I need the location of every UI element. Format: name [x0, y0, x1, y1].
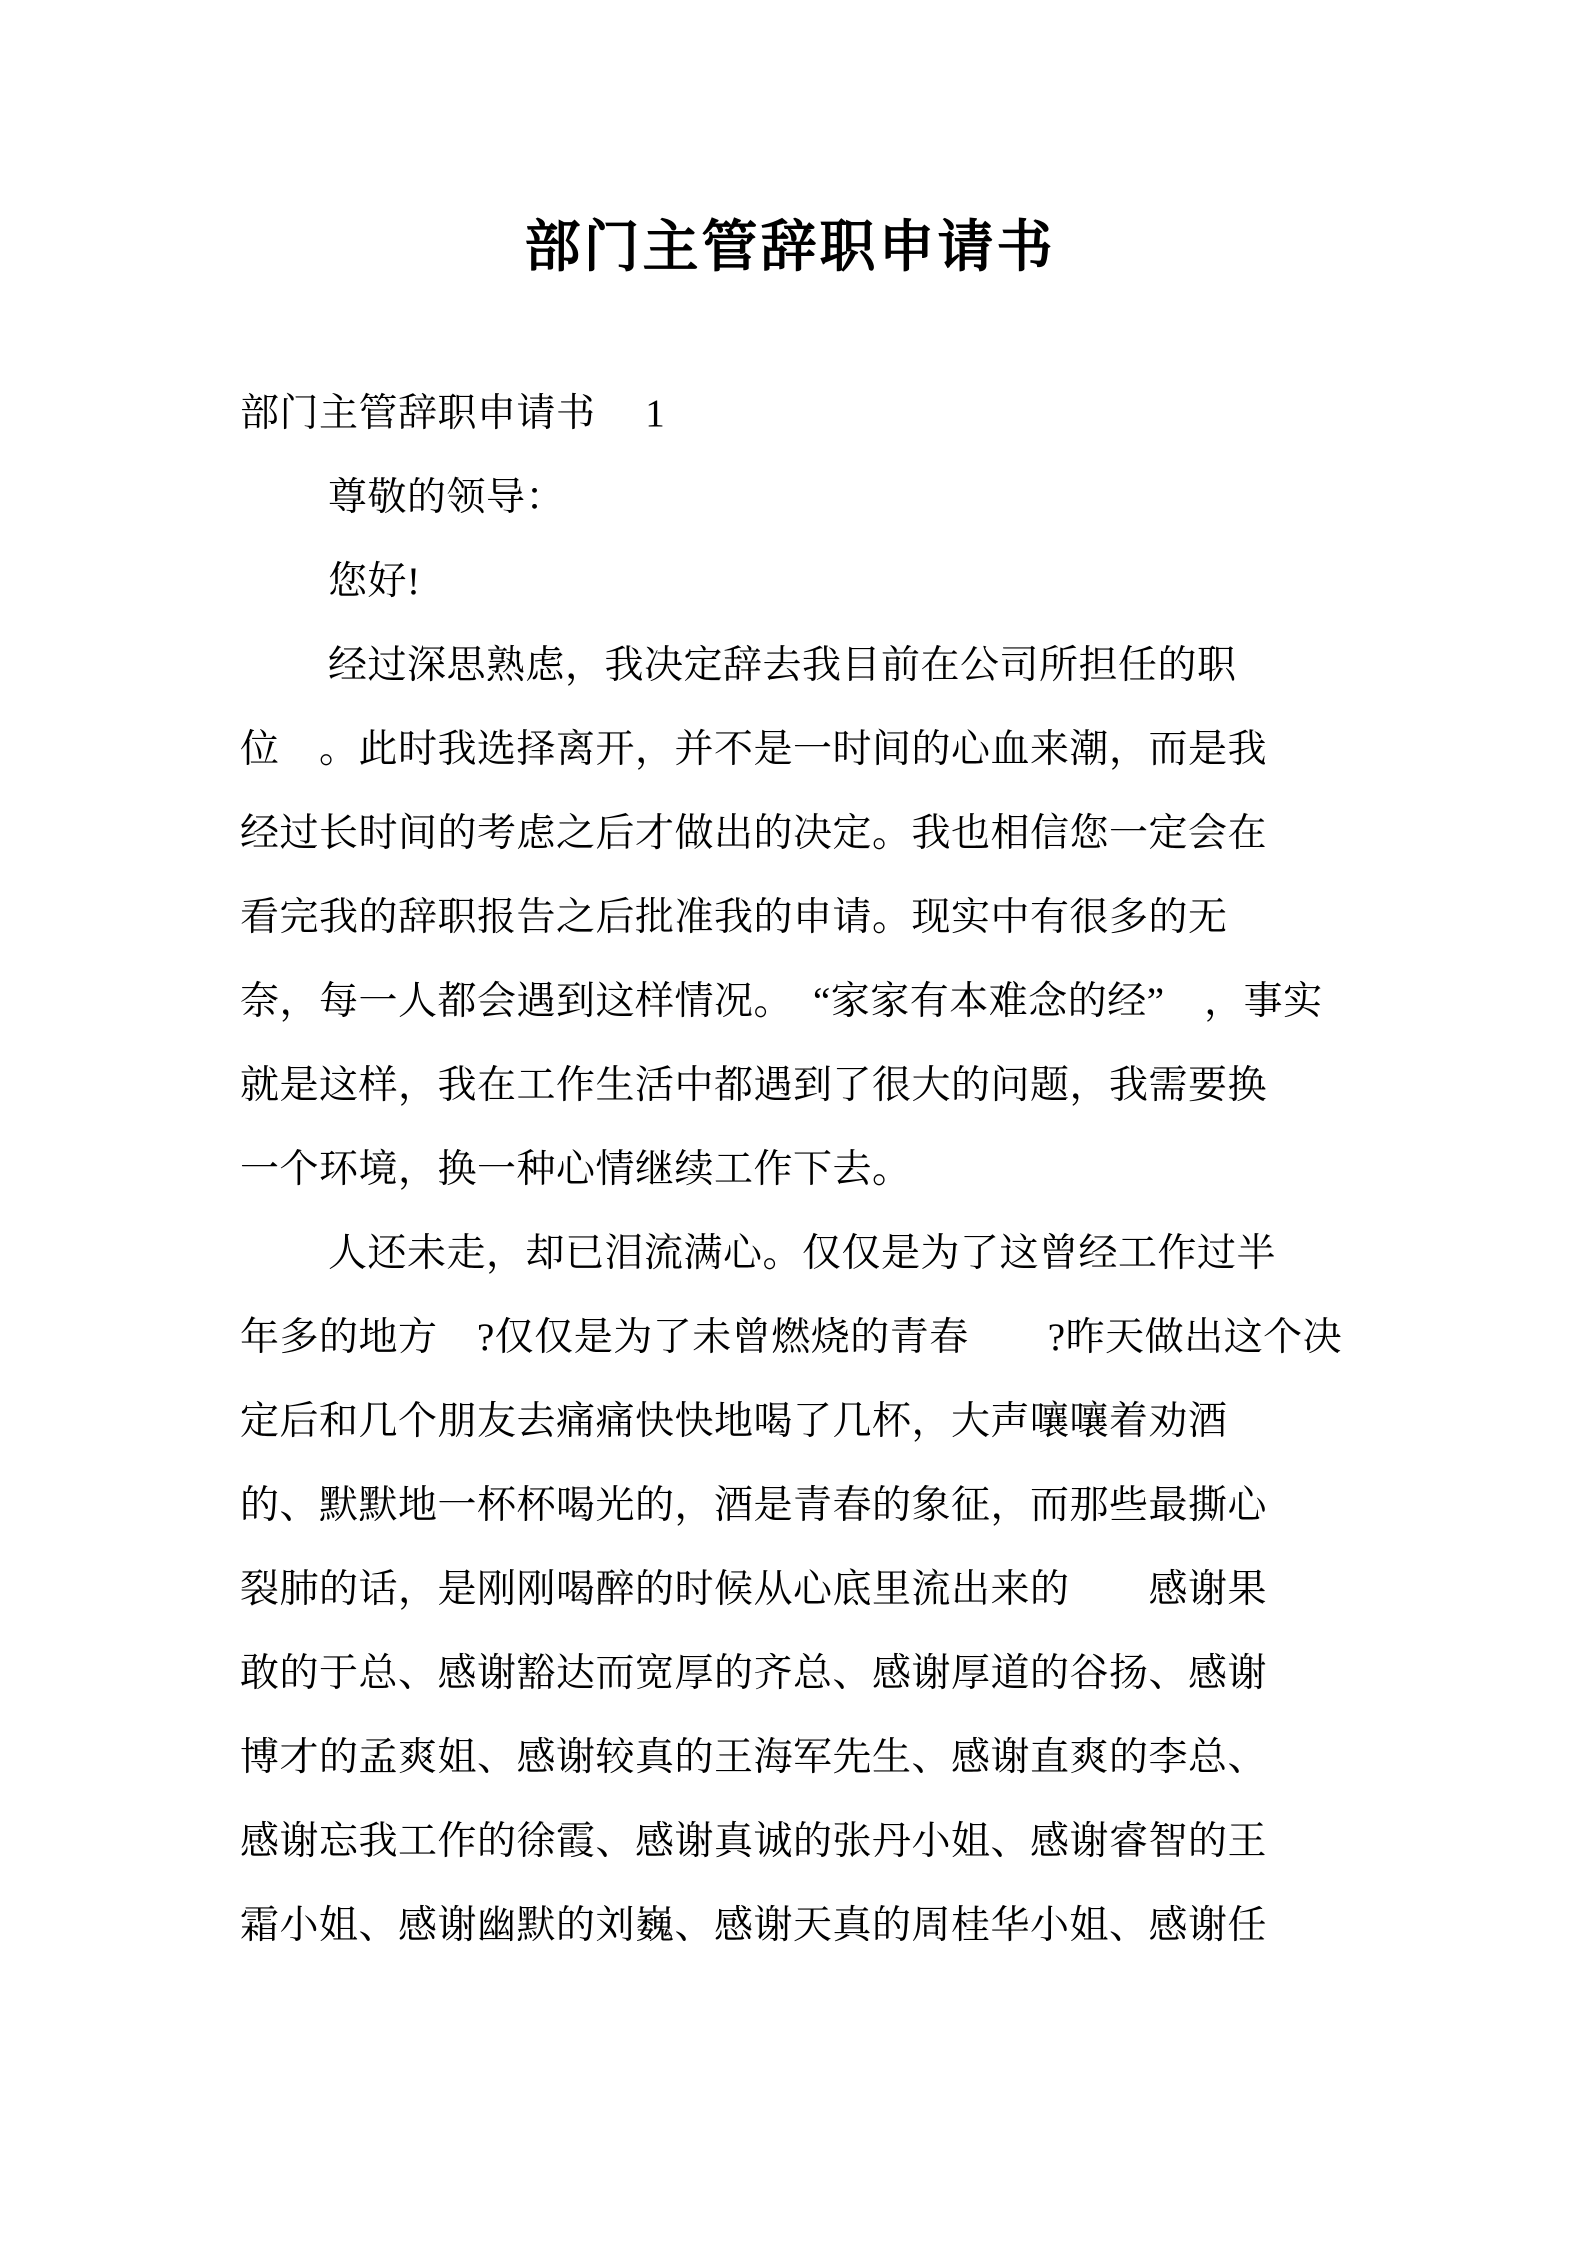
body-line: 部门主管辞职申请书 1	[240, 392, 666, 435]
body-line: 经过深思熟虑，我决定辞去我目前在公司所担任的职	[328, 644, 1237, 687]
body-line: 霜小姐、感谢幽默的刘巍、感谢天真的周桂华小姐、感谢任	[240, 1904, 1268, 1947]
body-line: 的、默默地一杯杯喝光的，酒是青春的象征，而那些最撕心	[240, 1484, 1268, 1527]
body-line: 人还未走，却已泪流满心。仅仅是为了这曾经工作过半	[328, 1232, 1277, 1275]
body-line: 位 。此时我选择离开，并不是一时间的心血来潮，而是我	[240, 728, 1268, 771]
body-line: 一个环境，换一种心情继续工作下去。	[240, 1148, 912, 1191]
document-title: 部门主管辞职申请书	[524, 217, 1056, 279]
body-line: 就是这样，我在工作生活中都遇到了很大的问题，我需要换	[240, 1064, 1268, 1107]
body-line: 您好!	[328, 560, 421, 603]
body-line: 敢的于总、感谢豁达而宽厚的齐总、感谢厚道的谷扬、感谢	[240, 1652, 1268, 1695]
body-line: 看完我的辞职报告之后批准我的申请。现实中有很多的无	[240, 896, 1228, 939]
body-line: 尊敬的领导：	[328, 476, 566, 519]
body-line: 年多的地方 ?仅仅是为了未曾燃烧的青春 ?昨天做出这个决	[240, 1316, 1343, 1359]
document-body	[240, 372, 1400, 1968]
body-line: 经过长时间的考虑之后才做出的决定。我也相信您一定会在	[240, 812, 1268, 855]
body-line: 奈，每一人都会遇到这样情况。 “家家有本难念的经” ，事实	[240, 980, 1323, 1023]
body-line: 感谢忘我工作的徐霞、感谢真诚的张丹小姐、感谢睿智的王	[240, 1820, 1268, 1863]
body-line: 裂肺的话，是刚刚喝醉的时候从心底里流出来的 感谢果	[240, 1568, 1268, 1611]
body-line: 定后和几个朋友去痛痛快快地喝了几杯，大声嚷嚷着劝酒	[240, 1400, 1228, 1443]
body-line: 博才的孟爽姐、感谢较真的王海军先生、感谢直爽的李总、	[240, 1736, 1268, 1779]
